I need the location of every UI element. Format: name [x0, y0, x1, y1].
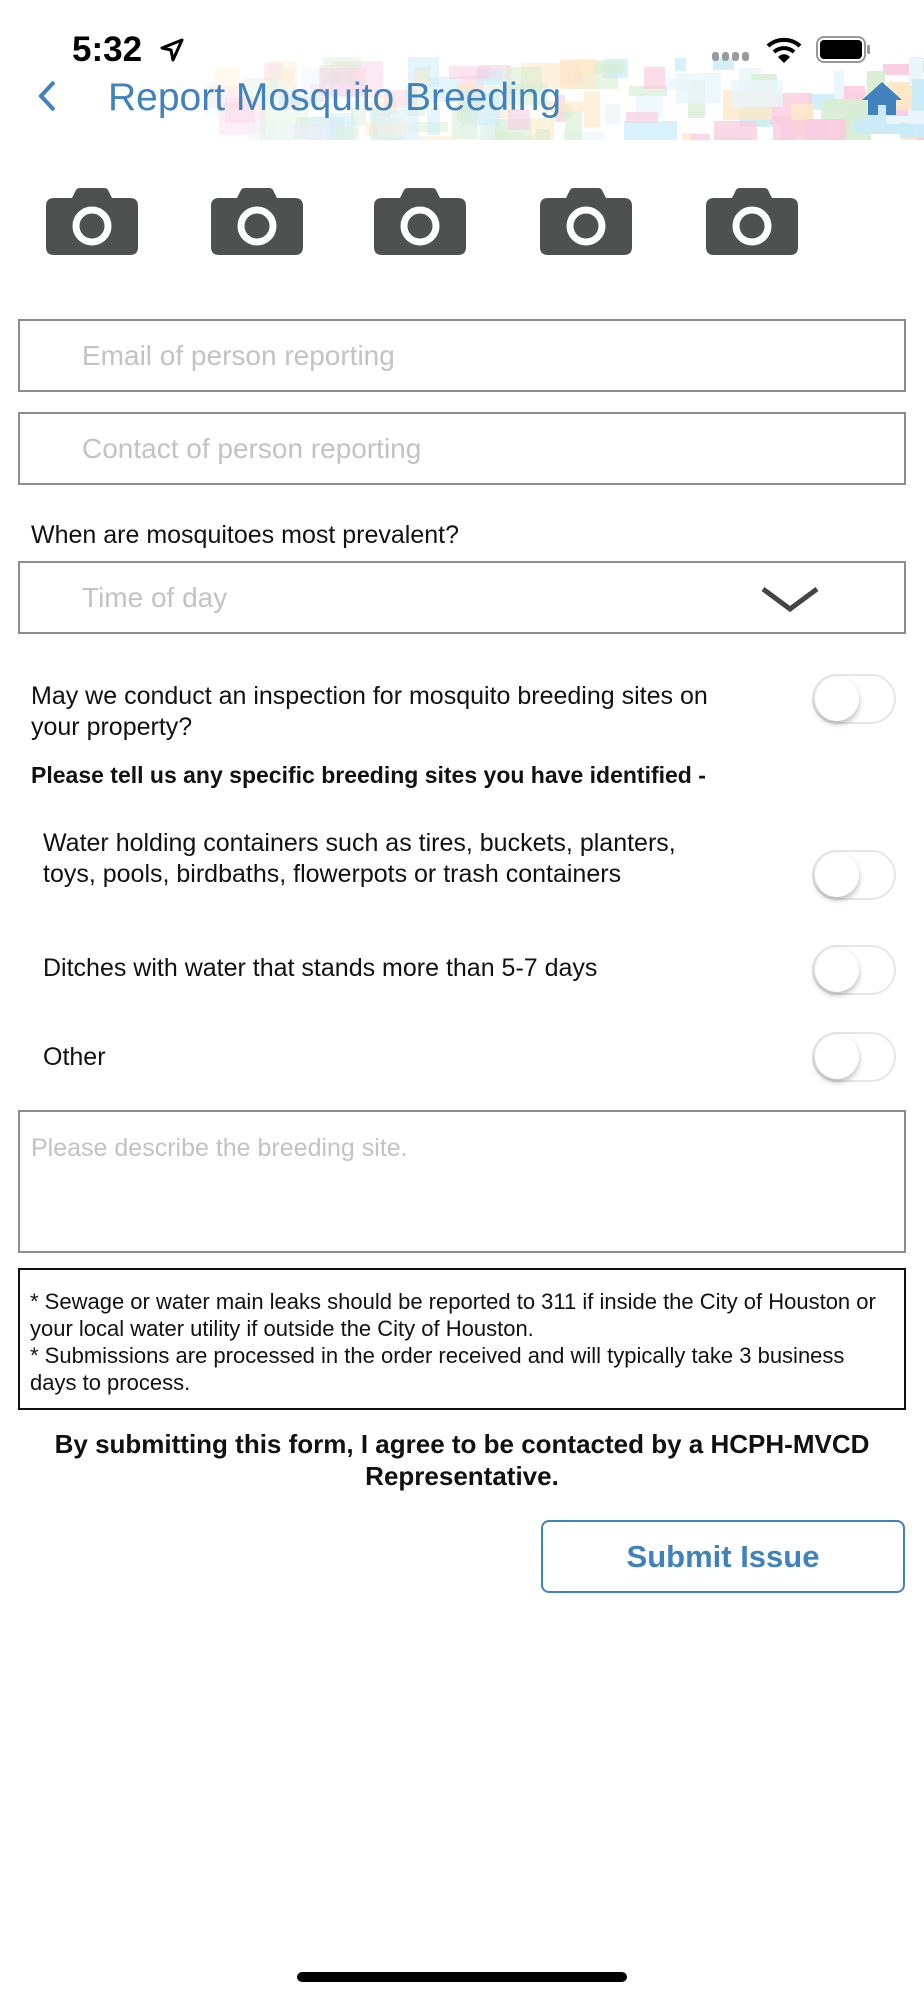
- location-arrow-icon: [160, 38, 184, 62]
- containers-toggle[interactable]: [812, 850, 896, 900]
- agreement-text: By submitting this form, I agree to be contacted by a HCPH-MVCD Representative.: [54, 1429, 870, 1491]
- banner-tile: [275, 122, 327, 140]
- banner-tile: [714, 121, 757, 140]
- camera-icon: [46, 188, 138, 255]
- home-indicator[interactable]: [297, 1972, 627, 1982]
- chevron-left-icon: [36, 78, 58, 114]
- site-label-other: Other: [43, 1043, 106, 1071]
- site-label-ditches: Ditches with water that stands more than 5-7 days: [43, 954, 598, 982]
- banner-tile: [675, 58, 686, 71]
- battery-icon: [816, 36, 872, 64]
- camera-icon: [540, 188, 632, 255]
- add-photo-button[interactable]: [374, 188, 466, 255]
- banner-tile: [419, 136, 456, 140]
- email-input[interactable]: [18, 319, 906, 392]
- ditches-toggle[interactable]: [812, 945, 896, 995]
- banner-tile: [560, 59, 595, 88]
- back-button[interactable]: [36, 78, 58, 124]
- signal-icon: [712, 52, 752, 62]
- camera-icon: [374, 188, 466, 255]
- email-placeholder: Email of person reporting: [82, 339, 395, 371]
- banner-tile: [900, 123, 924, 138]
- banner-tile: [565, 110, 582, 141]
- banner-tile: [691, 134, 709, 140]
- contact-input[interactable]: [18, 412, 906, 485]
- banner-tile: [912, 79, 924, 111]
- other-toggle[interactable]: [812, 1032, 896, 1082]
- camera-icon: [706, 188, 798, 255]
- inspection-toggle[interactable]: [812, 674, 896, 724]
- banner-tile: [908, 109, 924, 124]
- banner-tile: [676, 73, 721, 102]
- add-photo-button[interactable]: [706, 188, 798, 255]
- notice-processing: * Submissions are processed in the order received and will typically take 3 business days to process.: [30, 1343, 845, 1395]
- banner-tile: [336, 127, 359, 140]
- camera-icon: [211, 188, 303, 255]
- notice-box: [18, 1268, 906, 1410]
- time-placeholder: Time of day: [82, 581, 228, 613]
- time-of-day-select[interactable]: [18, 561, 906, 634]
- banner-tile: [605, 104, 621, 124]
- submit-issue-button[interactable]: Submit Issue: [541, 1520, 905, 1593]
- banner-tile: [624, 121, 678, 140]
- notice-sewage: * Sewage or water main leaks should be reported to 311 if inside the City of Houston or your local water utility if outside the City of Houston.: [30, 1289, 876, 1341]
- describe-textarea[interactable]: [18, 1110, 906, 1253]
- home-icon: [860, 80, 904, 116]
- chevron-down-icon: [760, 585, 820, 613]
- site-label-containers: Water holding containers such as tires, buckets, planters, toys, pools, birdbaths, flowerpots or trash containers: [43, 829, 676, 888]
- status-time: 5:32: [72, 30, 143, 69]
- sites-heading: Please tell us any specific breeding sites you have identified -: [31, 762, 706, 788]
- home-button[interactable]: [860, 80, 904, 121]
- add-photo-button[interactable]: [540, 188, 632, 255]
- banner-tile: [883, 64, 909, 74]
- banner-tile: [644, 67, 665, 89]
- contact-placeholder: Contact of person reporting: [82, 432, 422, 464]
- inspection-label: May we conduct an inspection for mosquito breeding sites on your property?: [31, 682, 708, 741]
- banner-tile: [536, 129, 551, 140]
- page-title: Report Mosquito Breeding: [108, 76, 562, 119]
- add-photo-button[interactable]: [46, 188, 138, 255]
- banner-tile: [584, 92, 599, 127]
- describe-placeholder: Please describe the breeding site.: [31, 1134, 408, 1162]
- banner-tile: [593, 61, 624, 74]
- add-photo-button[interactable]: [211, 188, 303, 255]
- prevalent-label: When are mosquitoes most prevalent?: [31, 521, 459, 549]
- banner-tile: [781, 120, 827, 140]
- banner-tile: [731, 80, 783, 107]
- wifi-icon: [766, 36, 802, 64]
